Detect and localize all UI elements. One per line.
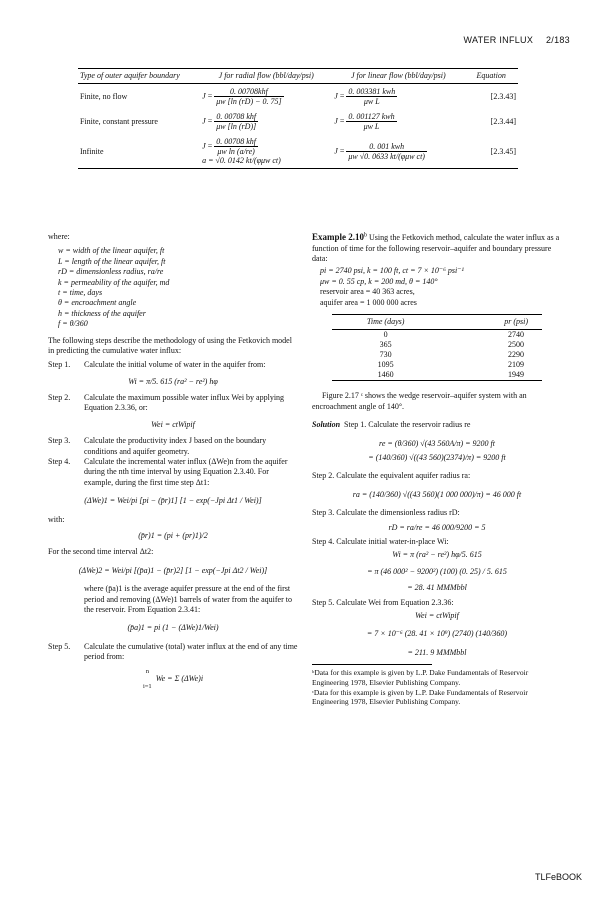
left-column: where: w = width of the linear aquifer, ft L = length of the linear aquifer, ft rD = dimensionless radius, ra/re k = permeability of the aquifer, md t = time, days θ = encroachment angle h = thickness of the aquifer f = θ/360 The following steps describe the methodology of using the Fetkovich model in predicting the cumulative water influx: Step 1. Calculate the initial volume of water in the aquifer from: Wi = π/5. 615 (ra² − re²) hφ Step 2. Calculate the maximum possible water influx Wei by applying Equation 2.3.36, or: Wei = ctWipif Step 3. Calculate the productivity index J based on the boundary conditions and aquifer geometry. Step 4. Calculate the incremental water influx (ΔWe)n from the aquifer during the nth time interval by using Equation 2.3.40. For example, during the first time step Δt1: (ΔWe)1 = Wei/pi [pi − (p̄r)1] [1 − exp(−Jpi Δt1 / Wei)] with: (p̄r)1 = (pi + (pr)1)/2 For the second time interval Δt2: (ΔWe)2 = Wei/pi [(p̄a)1 − (p̄r)2] [1 − exp(−Jpi Δt2 / Wei)] where (p̄a)1 is the average aquifer pressure at the end of the first period and removing (ΔWe)1 barrels of water from the aquifer to the reservoir. From Equation 2.3.41: (p̄a)1 = pi (1 − (ΔWe)1/Wei) Step 5. Calculate the cumulative (total) water influx at the end of any time period from: n i=1 We = Σ (ΔWe)i (48, 232, 298, 690)
step-3: Step 3. Calculate the productivity index J based on the boundary conditions and aquifer geometry. (48, 436, 267, 456)
table-row: Infinite J = $\frac{\text{0. 00708 khf}}{\text{μw ln (a/re)}}$ a = √0. 0142 kt/(φμw ct) J = $\frac{\text{0. 001 kwh}}{\text{μw √0. 0633 kt/(φμw ct)}}$ [2.3.45] (78, 134, 518, 169)
pressure-table: Time (days) pr (psi) 0 2740 365 2500 730 2290 1095 2109 1460 1949 (332, 314, 542, 381)
footnote-b: ᵇData for this example is given by L.P. Dake Fundamentals of Reservoir Engineering 1978, Elsevier Publishing Company. (312, 668, 529, 687)
eq-incremental-1: (ΔWe)1 = Wei/pi [pi − (p̄r)1] [1 − exp(−Jpi Δt1 / Wei)] (84, 496, 262, 506)
step-5: Step 5. Calculate the cumulative (total) water influx at the end of any time period from: (48, 641, 298, 662)
step-2: Step 2. Calculate the maximum possible water influx Wei by applying Equation 2.3.36, or: (48, 393, 285, 413)
footnote-rule (312, 664, 432, 665)
step-4: Step 4. Calculate the incremental water influx (ΔWe)n from the aquifer during the nth time interval by using Equation 2.3.40. For example, during the first time step Δt1: (48, 457, 288, 487)
solution-step-5: Step 5. Calculate Wei from Equation 2.3.36: (312, 597, 454, 607)
th-linear: J for linear flow (bbl/day/psi) (332, 69, 464, 84)
example-block: Example 2.10$^b$ Using the Fetkovich method, calculate the water influx as a function of time for the following reservoir–aquifer and boundary pressure data: (312, 232, 560, 264)
table-row: 0 2740 (383, 330, 524, 340)
eq-cumulative: n i=1 We = Σ (ΔWe)i (142, 667, 204, 690)
footnote-c: ᶜData for this example is given by L.P. Dake Fundamentals of Reservoir Engineering 1978, Elsevier Publishing Company. (312, 687, 528, 707)
page-number: 2/183 (545, 35, 570, 45)
solution-step-4: Step 4. Calculate initial water-in-place Wi: (312, 536, 449, 546)
section-title: WATER INFLUX (463, 35, 534, 45)
th-equation: Equation (464, 69, 518, 84)
table-row: 1460 1949 (332, 370, 542, 381)
table-row: 730 2290 (379, 350, 524, 360)
running-header (454, 35, 570, 45)
eq-max-influx: Wei = ctWipif (151, 419, 195, 429)
th-radial: J for radial flow (bbl/day/psi) (200, 69, 332, 84)
eq-initial-volume: Wi = π/5. 615 (ra² − re²) hφ (128, 376, 218, 386)
table-row: Finite, no flow J = $\frac{\text{0. 00708khf}}{\mu w [\ln (rD) - 0. 75]}$ J = $\frac{\text{0. 003381 kwh}}{\text{μw L}}$ [2.3.43] (80, 87, 516, 106)
solution-step-3: Step 3. Calculate the dimensionless radius rD: (312, 508, 460, 518)
solution-step-2: Step 2. Calculate the equivalent aquifer radius ra: (312, 471, 471, 481)
eq-aquifer-pressure: (p̄a)1 = pi (1 − (ΔWe)1/Wei) (127, 623, 219, 633)
right-column: Example 2.10$^b$ Using the Fetkovich method, calculate the water influx as a function of time for the following reservoir–aquifer and boundary pressure data: pi = 2740 psi, k = 100 ft, ct = 7 × 10⁻⁶ psi⁻¹ μw = 0. 55 cp, k = 200 md, θ = 140° reservoir area = 40 363 acres, aquifer area = 1 000 000 acres Time (days) pr (psi) 0 2740 365 2500 730 2290 1095 2109 1460 1949 Figure 2.17 ᶜ shows the wedge reservoir–aquifer system with an encroachment angle of 140°. Solution Step 1. Calculate the reservoir radius re re = (θ/360) √(43 560A/π) = 9200 ft = (140/360) √((43 560)(2374)/π) = 9200 ft Step 2. Calculate the equivalent aquifer radius ra: ra = (140/360) √((43 560)(1 000 000)/π) = 46 000 ft Step 3. Calculate the dimensionless radius rD: rD = ra/re = 46 000/9200 = 5 Step 4. Calculate initial water-in-place Wi: Wi = π (ra² − re²) hφ/5. 615 = π (46 000² − 9200²) (100) (0. 25) / 5. 615 = 28. 41 MMMbbl Step 5. Calculate Wei from Equation 2.3.36: Wei = ctWipif = 7 × 10⁻⁶ (28. 41 × 10⁹) (2740) (140/360) = 211. 9 MMMbbl ᵇData for this example is given by L.P. Dake Fundamentals of Reservoir Engineering 1978, Elsevier Publishing Company. ᶜData for this example is given by L.P. Dake Fundamentals of Reservoir Engineering 1978, Elsevier Publishing Company. (312, 232, 562, 707)
footer-brand: TLFeBOOK (534, 872, 582, 882)
th-boundary: Type of outer aquifer boundary (78, 69, 200, 84)
given-data: pi = 2740 psi, k = 100 ft, ct = 7 × 10⁻⁶ psi⁻¹ μw = 0. 55 cp, k = 200 md, θ = 140° reservoir area = 40 363 acres, aquifer area = 1 000 000 acres (320, 266, 464, 307)
definitions-list: w = width of the linear aquifer, ft L = length of the linear aquifer, ft rD = dimensionless radius, ra/re k = permeability of the aquifer, md t = time, days θ = encroachment angle h = thickness of the aquifer f = θ/360 (58, 246, 170, 329)
solution-step-1: Solution Step 1. Calculate the reservoir radius re (312, 420, 471, 430)
step-1: Step 1. Calculate the initial volume of water in the aquifer from: (48, 360, 266, 370)
table-row: 365 2500 (379, 340, 524, 350)
flow-table (78, 68, 518, 169)
table-row: 1095 2109 (377, 360, 524, 370)
eq-avg-pressure: (p̄r)1 = (pi + (pr)1)/2 (138, 530, 208, 540)
eq-incremental-2: (ΔWe)2 = Wei/pi [(p̄a)1 − (p̄r)2] [1 − exp(−Jpi Δt2 / Wei)] (78, 565, 268, 575)
table-row: Finite, constant pressure J = $\frac{\text{0. 00708 khf}}{\mu w [\ln (rD)]}$ J = $\frac{\text{0. 001127 kwh}}{\text{μw L}}$ [2.3.44] (80, 112, 516, 131)
